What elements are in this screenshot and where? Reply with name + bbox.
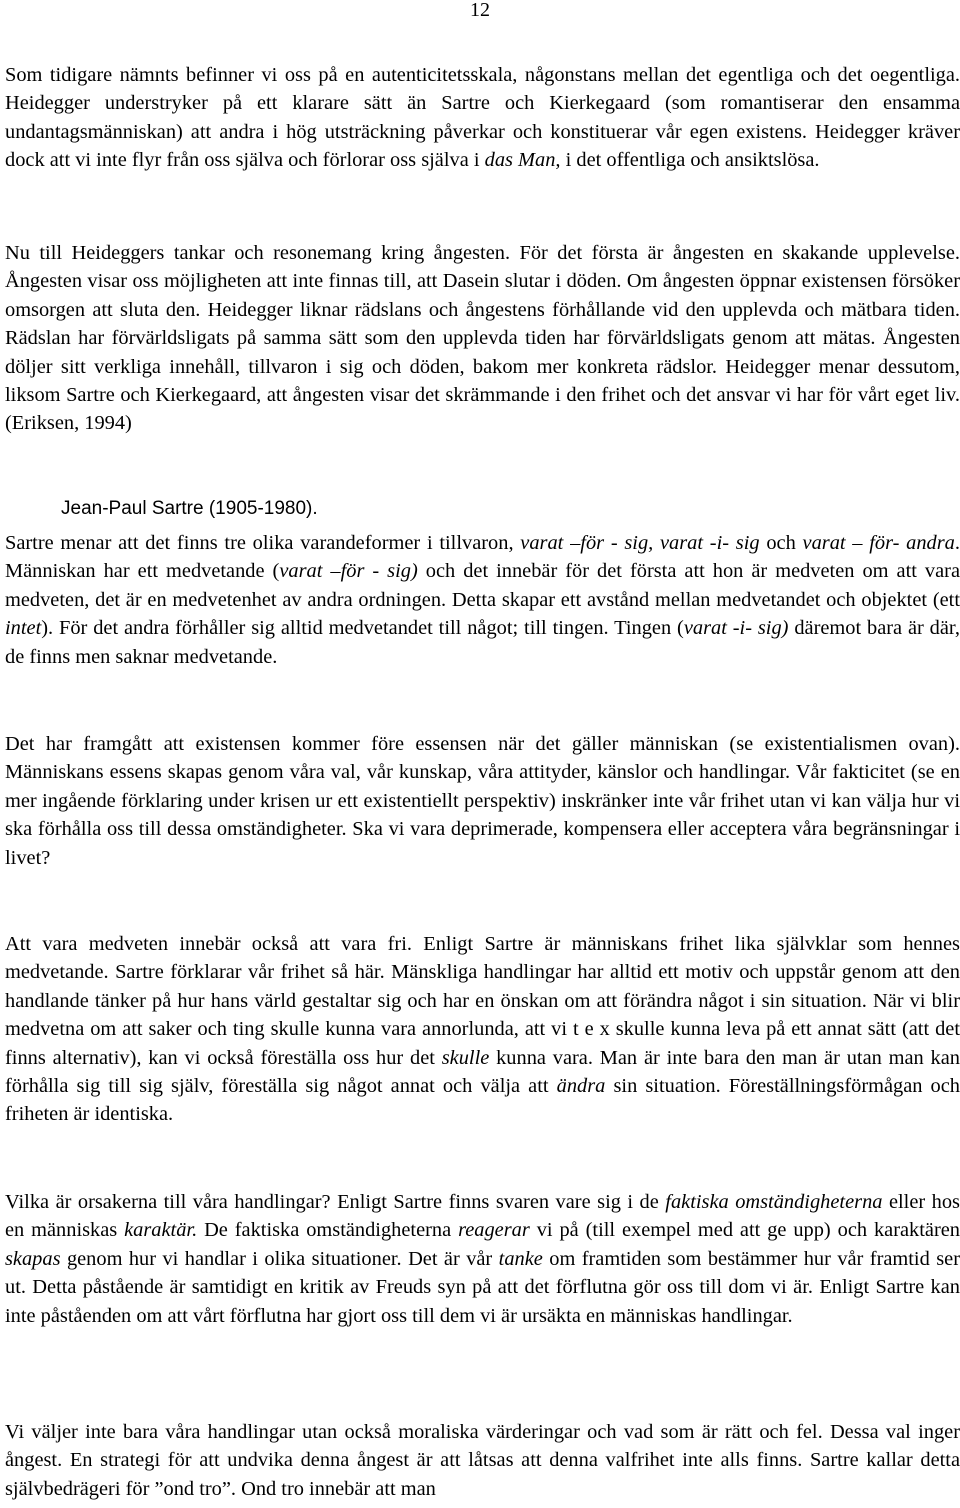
paragraph-5 [5,930,960,1129]
italic-text: karaktär. [124,1219,198,1242]
text-run: i det offentliga och ansiktslösa. [560,149,820,172]
paragraph-1 [5,61,960,175]
italic-text: faktiska omständigheterna [665,1191,883,1213]
italic-text: varat – för- andra [802,532,955,554]
text-run: ). För det andra förhåller sig alltid medvetandet till något; till tingen. Tingen ( [41,617,684,640]
text-run: Det har framgått att existensen kommer före essensen när det gäller människan (se existentialismen ovan). Människans essens skapas genom våra val, vår kunskap, våra attityder, känslor och handlingar. Vår fakticitet (se en mer ingående förklaring under krisen ur ett existentiellt perspektiv) inskränker inte vår frihet utan vi kan välja hur vi ska förhålla oss till dessa omständigheter. Ska vi vara deprimerade, kompensera eller acceptera våra begränsningar i livet? [5,733,960,869]
text-run: kunna vara. Man är inte bara den man är utan man kan förhålla sig till sig själv, föreställa sig något annat och välja att [5,1046,960,1098]
italic-text: skapas [5,1247,61,1270]
italic-text: skulle [441,1046,490,1069]
paragraph-4 [5,730,960,872]
italic-text: varat –för - sig, varat -i- sig [520,532,760,554]
text-run: Att vara medveten innebär också att vara fri. Enligt Sartre är människans frihet lika självklar som hennes medvetande. Sartre förklarar vår frihet så här. Mänskliga handlingar har alltid ett motiv och uppstår genom att den handlande tänker på hur hans värld gestaltar sig och har en önskan om att förändra något i sin situation. När vi blir medvetna om att saker och ting skulle kunna vara annorlunda, att vi t e x skulle kunna leva på ett annat sätt (att det finns alternativ), kan vi också föreställa oss hur det [5,933,960,1069]
text-run: vi på (till exempel med att ge upp) och karaktären [529,1219,960,1242]
text-run: Sartre menar att det finns tre olika varandeformer i tillvaron, [5,532,521,554]
text-run: om framtiden som bestämmer hur vår framtid ser ut. Detta påstående är samtidigt en kritik av Freuds syn på att det förflutna gör oss till dom vi är. Enligt Sartre kan inte påståenden om att vårt förflutna har gjort oss till dem vi är ursäkta en människas handlingar. [5,1247,960,1327]
paragraph-7 [5,1418,960,1503]
text-run: De faktiska omständigheterna [197,1219,459,1242]
page-number: 12 [470,0,490,21]
italic-text: tanke [498,1247,543,1270]
italic-text: ändra [556,1075,606,1098]
text-run: Vilka är orsakerna till våra handlingar? Enligt Sartre finns svaren vare sig i de [5,1191,666,1213]
section-heading: Jean-Paul Sartre (1905-1980). [61,498,318,519]
paragraph-3 [5,529,960,671]
text-run: Vi väljer inte bara våra handlingar utan också moraliska värderingar och vad som är rätt och fel. Dessa val inger ångest. En strategi för att undvika denna ångest är att låtsas att denna valfrihet inte alls finns. Sartre kallar detta självbedrägeri för ”ond tro”. Ond tro innebär att man [5,1421,960,1500]
text-run: . Människan har ett medvetande ( [5,532,960,583]
italic-text: intet [5,617,42,640]
text-run: Som tidigare nämnts befinner vi oss på en autenticitetsskala, någonstans mellan det egentliga och det oegentliga. Heidegger understryker på ett klarare sätt än Sartre och Kierkegaard (som romantiserar den ensamma undantagsmänniskan) att andra i hög utsträckning påverkar och konstituerar vår egen existens. Heidegger kräver dock att vi inte flyr från oss själva och förlorar oss själva i [5,64,960,172]
text-run: däremot bara är där, de finns men saknar medvetande. [5,617,960,668]
text-run: och [759,532,803,554]
paragraph-2 [5,239,960,438]
italic-text: varat –för - sig) [279,560,418,583]
text-run: eller hos en människas [5,1191,960,1242]
text-run: och det innebär för det första att hon är medveten om att vara medveten, det är en medvetenhet av andra ordningen. Detta skapar ett avstånd mellan medvetandet och objektet (ett [5,560,960,611]
text-run: genom hur vi handlar i olika situationer. Det är vår [60,1247,499,1270]
italic-text: varat -i- sig) [683,617,789,640]
text-run: Nu till Heideggers tankar och resonemang kring ångesten. För det första är ångesten en skakande upplevelse. Ångesten visar oss möjligheten att inte finnas till, att Dasein slutar i döden. Om ångesten öppnar existensen försöker omsorgen att sluta den. Heidegger liknar rädslans och ångestens förhållande vid den upplevda och mätbara tiden. Rädslan har förvärldsligats på samma sätt som den upplevda tiden har förvärldsligats genom att mätas. Ångesten döljer sitt verkliga innehåll, tillvaron i sig och döden, bakom mer konkreta rädslor. Heidegger menar dessutom, liksom Sartre och Kierkegaard, att ångesten visar det skrämmande i den frihet och det ansvar vi har för vårt eget liv. (Eriksen, 1994) [5,242,960,435]
italic-text: das Man, [484,149,561,172]
italic-text: reagerar [458,1219,530,1242]
text-run: sin situation. Föreställningsförmågan och friheten är identiska. [5,1075,960,1126]
paragraph-6 [5,1188,960,1330]
